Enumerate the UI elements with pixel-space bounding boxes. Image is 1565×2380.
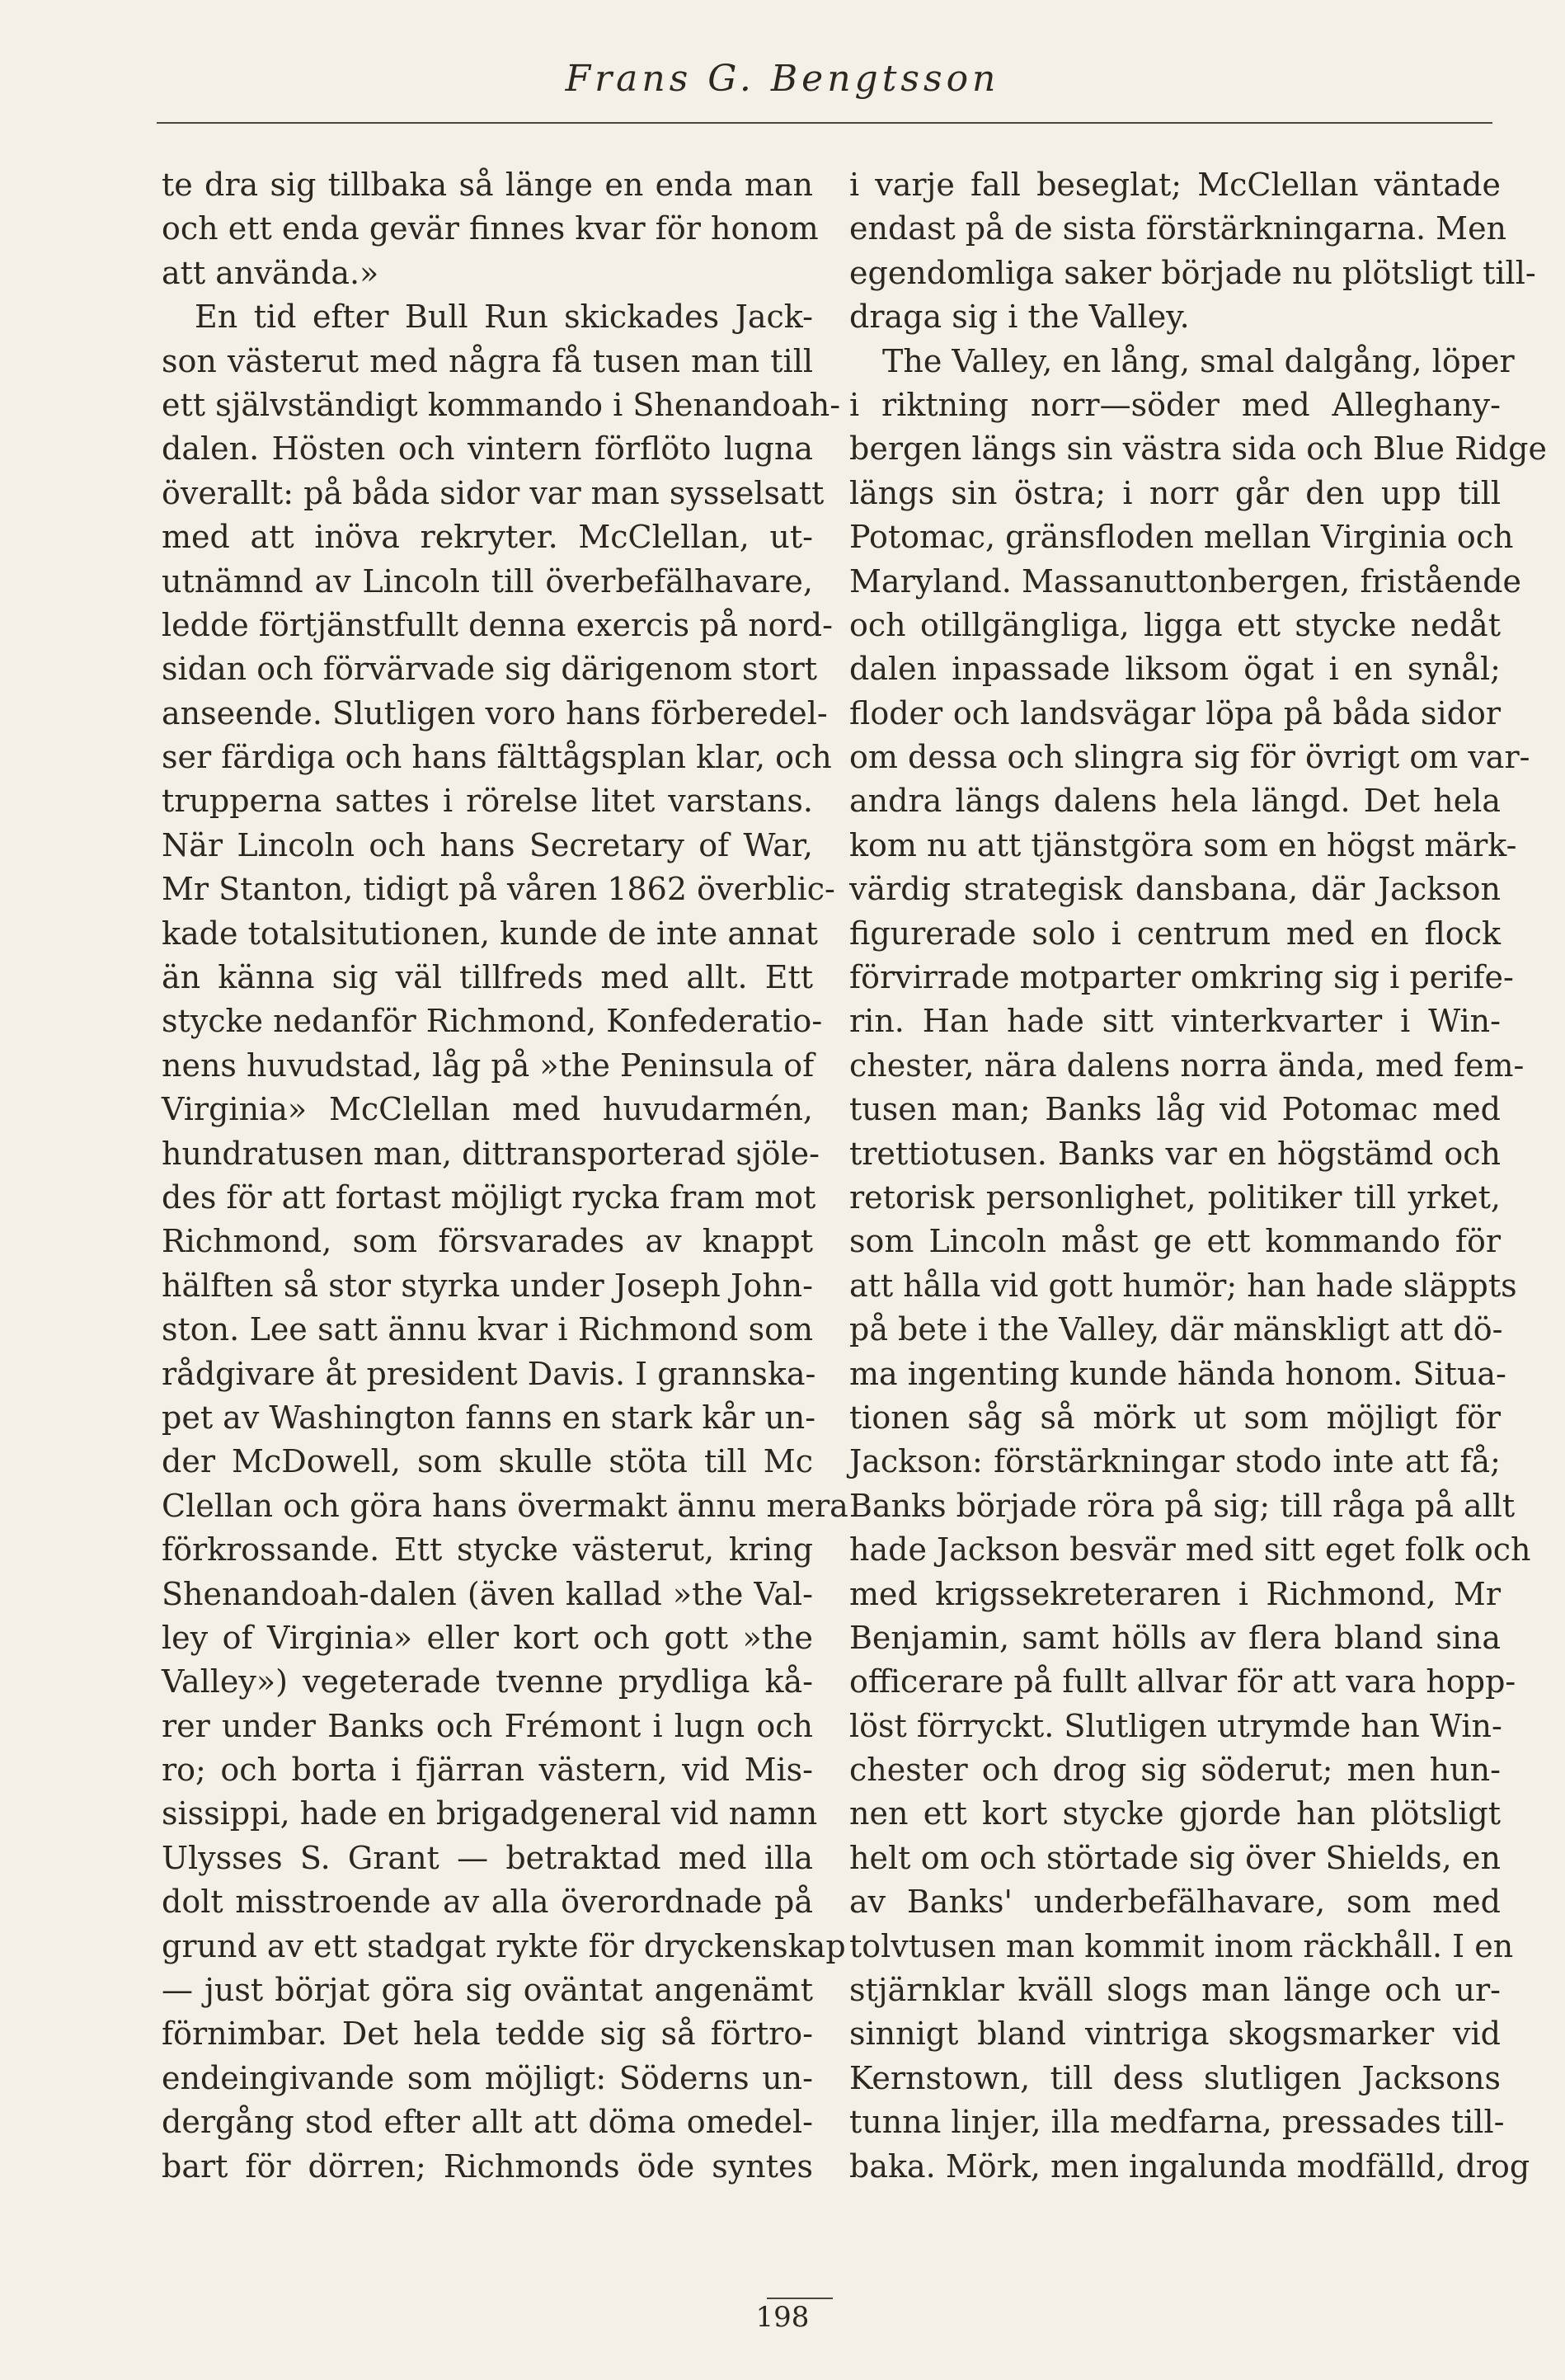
- right-text-column: [849, 163, 1547, 2189]
- text-line: än känna sig väl tillfreds med allt. Ett: [162, 959, 813, 996]
- header-rule: [157, 122, 1492, 124]
- text-line: — just börjat göra sig oväntat angenämt: [162, 1972, 813, 2009]
- text-line: löst förryckt. Slutligen utrymde han Win-: [849, 1707, 1502, 1744]
- text-line: sinnigt bland vintriga skogsmarker vid: [849, 2015, 1501, 2053]
- text-line: egendomliga saker började nu plötsligt till-: [849, 254, 1536, 291]
- text-line: utnämnd av Lincoln till överbefälhavare,: [162, 562, 813, 600]
- text-line: ser färdiga och hans fälttågsplan klar, och: [162, 739, 832, 776]
- text-line: dalen. Hösten och vintern förflöto lugna: [162, 430, 813, 468]
- text-line: Mr Stanton, tidigt på våren 1862 överblic-: [162, 871, 835, 908]
- text-line: des för att fortast möjligt rycka fram mot: [162, 1178, 816, 1216]
- text-line: nens huvudstad, låg på »the Peninsula of: [162, 1047, 815, 1084]
- text-line: officerare på fullt allvar för att vara hopp-: [849, 1663, 1516, 1700]
- text-line: retorisk personlighet, politiker till yrket,: [849, 1178, 1501, 1216]
- text-line: pet av Washington fanns en stark kår un-: [162, 1399, 816, 1436]
- text-line: figurerade solo i centrum med en flock: [849, 915, 1501, 952]
- text-line: chester, nära dalens norra ända, med fem-: [849, 1047, 1525, 1084]
- text-line: att använda.»: [162, 254, 379, 291]
- text-line: och ett enda gevär finnes kvar för honom: [162, 210, 819, 247]
- running-head: Frans G. Bengtsson: [565, 58, 1000, 100]
- text-line: Valley») vegeterade tvenne prydliga kå-: [162, 1663, 813, 1700]
- text-line: chester och drog sig söderut; men hun-: [849, 1752, 1501, 1789]
- text-line: i riktning norr—söder med Alleghany-: [849, 386, 1501, 423]
- text-line: endeingivande som möjligt: Söderns un-: [162, 2059, 813, 2096]
- text-line: sidan och förvärvade sig därigenom stort: [162, 651, 818, 688]
- text-line: överallt: på båda sidor var man sysselsatt: [162, 474, 825, 511]
- text-line: tionen såg så mörk ut som möjligt för: [849, 1399, 1501, 1436]
- text-line: som Lincoln måst ge ett kommando för: [849, 1223, 1501, 1260]
- left-text-column: [162, 163, 848, 2189]
- text-line: draga sig i the Valley.: [849, 299, 1190, 336]
- text-line: hade Jackson besvär med sitt eget folk och: [849, 1531, 1531, 1569]
- text-line: i varje fall beseglat; McClellan väntade: [849, 167, 1501, 203]
- text-line: ro; och borta i fjärran västern, vid Mis-: [162, 1752, 813, 1789]
- text-line: Clellan och göra hans övermakt ännu mera: [162, 1487, 848, 1524]
- text-line: andra längs dalens hela längd. Det hela: [849, 783, 1501, 820]
- text-line: Maryland. Massanuttonbergen, fristående: [849, 562, 1522, 600]
- text-line: och otillgängliga, ligga ett stycke nedåt: [849, 606, 1501, 643]
- text-line: När Lincoln och hans Secretary of War,: [162, 826, 813, 863]
- text-line: bergen längs sin västra sida och Blue Ridge: [849, 430, 1547, 468]
- text-line: Ulysses S. Grant — betraktad med illa: [162, 1839, 813, 1876]
- text-line: tusen man; Banks låg vid Potomac med: [849, 1091, 1501, 1128]
- text-line: dolt misstroende av alla överordnade på: [162, 1884, 813, 1921]
- text-line: Benjamin, samt hölls av flera bland sina: [849, 1619, 1501, 1656]
- text-line: anseende. Slutligen voro hans förberedel-: [162, 694, 828, 731]
- text-line: förkrossande. Ett stycke västerut, kring: [162, 1531, 813, 1569]
- text-line: ett självständigt kommando i Shenandoah-: [162, 386, 841, 423]
- text-line: ston. Lee satt ännu kvar i Richmond som: [162, 1311, 813, 1348]
- text-line: kade totalsitutionen, kunde de inte annat: [162, 915, 818, 952]
- text-line: kom nu att tjänstgöra som en högst märk-: [849, 826, 1517, 863]
- text-line: floder och landsvägar löpa på båda sidor: [849, 694, 1501, 731]
- text-line: att hålla vid gott humör; han hade släppts: [849, 1267, 1517, 1304]
- text-line: värdig strategisk dansbana, där Jackson: [849, 871, 1501, 908]
- text-line: dalen inpassade liksom ögat i en synål;: [849, 651, 1501, 688]
- text-line: son västerut med några få tusen man till: [162, 342, 813, 379]
- text-line: trettiotusen. Banks var en högstämd och: [849, 1135, 1501, 1172]
- text-line: stycke nedanför Richmond, Konfederatio-: [162, 1003, 823, 1040]
- text-line: längs sin östra; i norr går den upp till: [849, 474, 1501, 511]
- text-line: nen ett kort stycke gjorde han plötsligt: [849, 1795, 1501, 1832]
- text-line: med krigssekreteraren i Richmond, Mr: [849, 1575, 1501, 1612]
- text-line: Shenandoah-dalen (även kallad »the Val-: [162, 1575, 813, 1612]
- text-line: sissippi, hade en brigadgeneral vid namn: [162, 1795, 818, 1832]
- text-line: ma ingenting kunde hända honom. Situa-: [849, 1355, 1506, 1392]
- text-line: ley of Virginia» eller kort och gott »the: [162, 1619, 813, 1656]
- text-line: rådgivare åt president Davis. I grannska-: [162, 1355, 816, 1392]
- text-line: förnimbar. Det hela tedde sig så förtro-: [162, 2015, 813, 2053]
- text-line: hundratusen man, dittransporterad sjöle-: [162, 1135, 820, 1172]
- text-line: endast på de sista förstärkningarna. Men: [849, 210, 1507, 247]
- text-line: Richmond, som försvarades av knappt: [162, 1223, 813, 1260]
- text-line: grund av ett stadgat rykte för dryckenskap: [162, 1927, 846, 1964]
- text-line: stjärnklar kväll slogs man länge och ur-: [849, 1972, 1501, 2009]
- text-line: dergång stod efter allt att döma omedel-: [162, 2104, 813, 2141]
- text-line: ledde förtjänstfullt denna exercis på nord-: [162, 606, 833, 643]
- text-line: Jackson: förstärkningar stodo inte att få;: [849, 1443, 1501, 1480]
- text-line: på bete i the Valley, där mänskligt att dö-: [849, 1311, 1503, 1348]
- text-line: tolvtusen man kommit inom räckhåll. I en: [849, 1927, 1514, 1964]
- text-line: hälften så stor styrka under Joseph John-: [162, 1267, 813, 1304]
- text-line: om dessa och slingra sig för övrigt om var-: [849, 739, 1530, 776]
- text-line: Kernstown, till dess slutligen Jacksons: [849, 2059, 1501, 2096]
- page-number: 198: [755, 2301, 810, 2334]
- text-line: tunna linjer, illa medfarna, pressades till-: [849, 2104, 1505, 2141]
- text-line: trupperna sattes i rörelse litet varstans.: [162, 783, 813, 820]
- text-line: Potomac, gränsfloden mellan Virginia och: [849, 519, 1514, 556]
- text-line: te dra sig tillbaka så länge en enda man: [162, 167, 813, 203]
- text-line: rin. Han hade sitt vinterkvarter i Win-: [849, 1003, 1501, 1040]
- text-line: The Valley, en lång, smal dalgång, löper: [882, 342, 1515, 379]
- text-line: av Banks' underbefälhavare, som med: [849, 1884, 1501, 1921]
- text-line: rer under Banks och Frémont i lugn och: [162, 1707, 813, 1744]
- text-line: bart för dörren; Richmonds öde syntes: [162, 2147, 813, 2185]
- text-line: Banks började röra på sig; till råga på allt: [849, 1487, 1516, 1524]
- text-line: baka. Mörk, men ingalunda modfälld, drog: [849, 2147, 1530, 2185]
- text-line: der McDowell, som skulle stöta till Mc: [162, 1443, 813, 1480]
- text-line: med att inöva rekryter. McClellan, ut-: [162, 519, 813, 556]
- text-line: förvirrade motparter omkring sig i perife-: [849, 959, 1514, 996]
- text-line: En tid efter Bull Run skickades Jack-: [195, 299, 813, 336]
- text-line: helt om och störtade sig över Shields, en: [849, 1839, 1501, 1876]
- page-number-rule: [767, 2298, 833, 2299]
- text-line: Virginia» McClellan med huvudarmén,: [162, 1091, 813, 1128]
